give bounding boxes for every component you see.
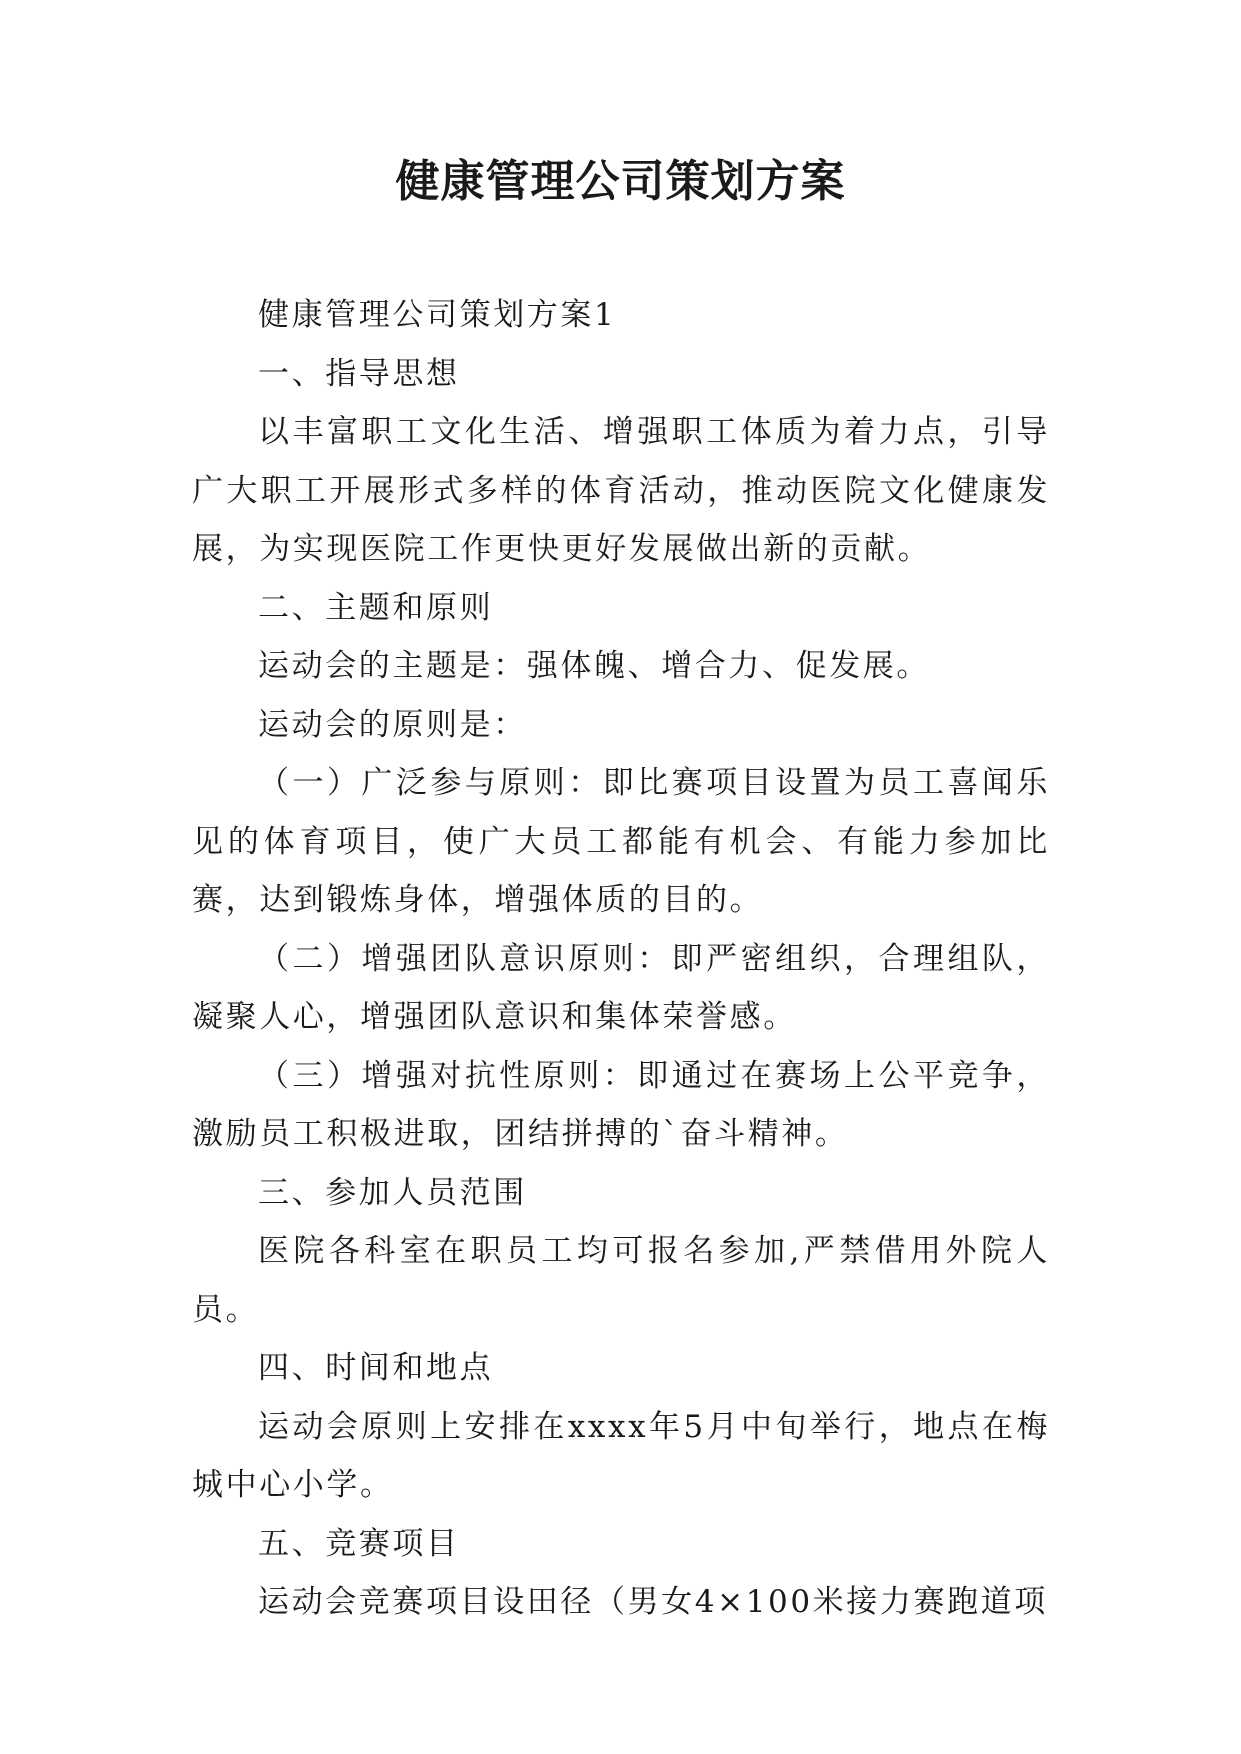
paragraph-guiding-thought: 以丰富职工文化生活、增强职工体质为着力点，引导广大职工开展形式多样的体育活动，推动医院文化健康发展，为实现医院工作更快更好发展做出新的贡献。 [192,414,1050,567]
document-title: 健康管理公司策划方案 [395,156,846,207]
paragraph-principle-3: （三）增强对抗性原则：即通过在赛场上公平竞争，激励员工积极进取，团结拼搏的`奋斗精神。 [192,1057,1050,1152]
paragraph-time-place: 运动会原则上安排在xxxx年5月中旬举行，地点在梅城中心小学。 [192,1408,1050,1503]
section-subtitle: 健康管理公司策划方案1 [258,297,617,333]
section-heading-participants: 三、参加人员范围 [258,1174,527,1211]
section-heading-events: 五、竞赛项目 [258,1525,460,1562]
paragraph-principles-intro: 运动会的原则是： [258,706,527,743]
paragraph-principle-2: （二）增强团队意识原则：即严密组织，合理组队，凝聚人心，增强团队意识和集体荣誉感。 [192,940,1050,1035]
document-body [192,286,1050,1632]
paragraph-principle-1: （一）广泛参与原则：即比赛项目设置为员工喜闻乐见的体育项目，使广大员工都能有机会、有能力参加比赛，达到锻炼身体，增强体质的目的。 [192,765,1050,918]
paragraph-events: 运动会竞赛项目设田径（男女4×100米接力赛跑道项 [258,1584,1048,1620]
section-heading-theme-principles: 二、主题和原则 [258,589,494,626]
paragraph-participants: 医院各科室在职员工均可报名参加,严禁借用外院人员。 [192,1233,1050,1328]
section-heading-time-place: 四、时间和地点 [258,1350,494,1386]
paragraph-theme: 运动会的主题是：强体魄、增合力、促发展。 [258,648,930,684]
section-heading-guiding-thought: 一、指导思想 [258,355,460,392]
